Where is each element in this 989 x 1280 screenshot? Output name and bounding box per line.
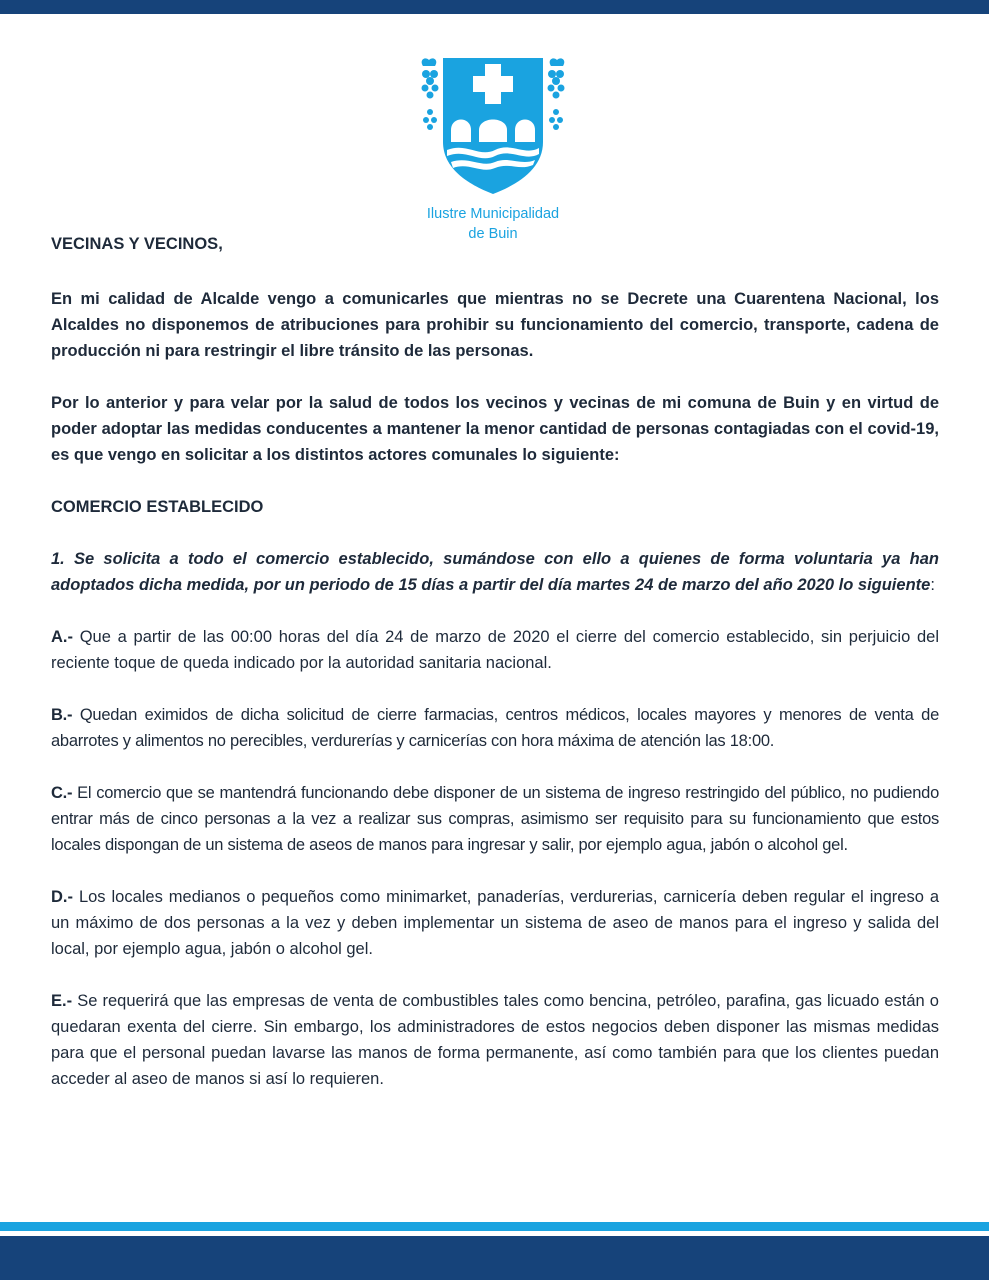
letter-body [51,231,939,1092]
top-header-bar [0,0,989,14]
item-e-label: E.- [51,992,73,1010]
item-b-label: B.- [51,706,73,724]
section-title: COMERCIO ESTABLECIDO [51,498,264,516]
intro-paragraph-1: En mi calidad de Alcalde vengo a comunicarles que mientras no se Decrete una Cuarentena Nacional, los Alcaldes no disponemos de atribuciones para prohibir su funcionamiento del comercio, transporte, cadena de producción ni para restringir el libre tránsito de las personas. [51,290,939,360]
footer-accent-stripe [0,1222,989,1231]
item-b [51,702,939,754]
item-e-text: Se requerirá que las empresas de venta de combustibles tales como bencina, petróleo, parafina, gas licuado están o quedaran exenta del cierre. Sin embargo, los administradores de estos negocios deben disponer las mismas medidas para que el personal puedan lavarse las manos de forma permanente, así como también para que los clientes puedan acceder al aseo de manos si así lo requieren. [51,992,939,1088]
item-c [51,780,939,858]
request-text: 1. Se solicita a todo el comercio establecido, sumándose con ello a quienes de forma voluntaria ya han adoptados dicha medida, por un periodo de 15 días a partir del día martes 24 de marzo del año 2020 lo siguiente [51,550,939,594]
municipality-name-line1: Ilustre Municipalidad [426,206,560,222]
item-d-label: D.- [51,888,73,906]
item-a-text: Que a partir de las 00:00 horas del día 24 de marzo de 2020 el cierre del comercio establecido, sin perjuicio del reciente toque de queda indicado por la autoridad sanitaria nacional. [51,628,939,672]
intro-paragraph-2: Por lo anterior y para velar por la salud de todos los vecinos y vecinas de mi comuna de Buin y en virtud de poder adoptar las medidas conducentes a mantener la menor cantidad de personas contagiadas con el covid-19, es que vengo en solicitar a los distintos actores comunales lo siguiente: [51,394,939,464]
item-a-label: A.- [51,628,73,646]
municipality-logo [410,50,576,250]
item-c-label: C.- [51,784,73,802]
footer-bar [0,1236,989,1280]
item-d [51,884,939,962]
item-c-text: El comercio que se mantendrá funcionando debe disponer de un sistema de ingreso restringido del público, no pudiendo entrar más de cinco personas a la vez a realizar sus compras, asimismo ser requisito para su funcionamiento que estos locales dispongan de un sistema de aseos de manos para ingresar y salir, por ejemplo agua, jabón o alcohol gel. [51,784,939,854]
municipal-shield-icon [415,50,571,198]
item-d-text: Los locales medianos o pequeños como minimarket, panaderías, verdurerias, carnicería deben regular el ingreso a un máximo de dos personas a la vez y deben implementar un sistema de aseo de manos para el ingreso y salida del local, por ejemplo agua, jabón o alcohol gel. [51,888,939,958]
request-paragraph [51,546,939,598]
municipality-name-line2: de Buin [468,226,518,242]
item-e [51,988,939,1092]
salutation: VECINAS Y VECINOS, [51,235,223,253]
request-end: : [930,576,935,594]
item-a [51,624,939,676]
item-b-text: Quedan eximidos de dicha solicitud de cierre farmacias, centros médicos, locales mayores y menores de venta de abarrotes y alimentos no perecibles, verdurerías y carnicerías con hora máxima de atención las 18:00. [51,706,939,750]
